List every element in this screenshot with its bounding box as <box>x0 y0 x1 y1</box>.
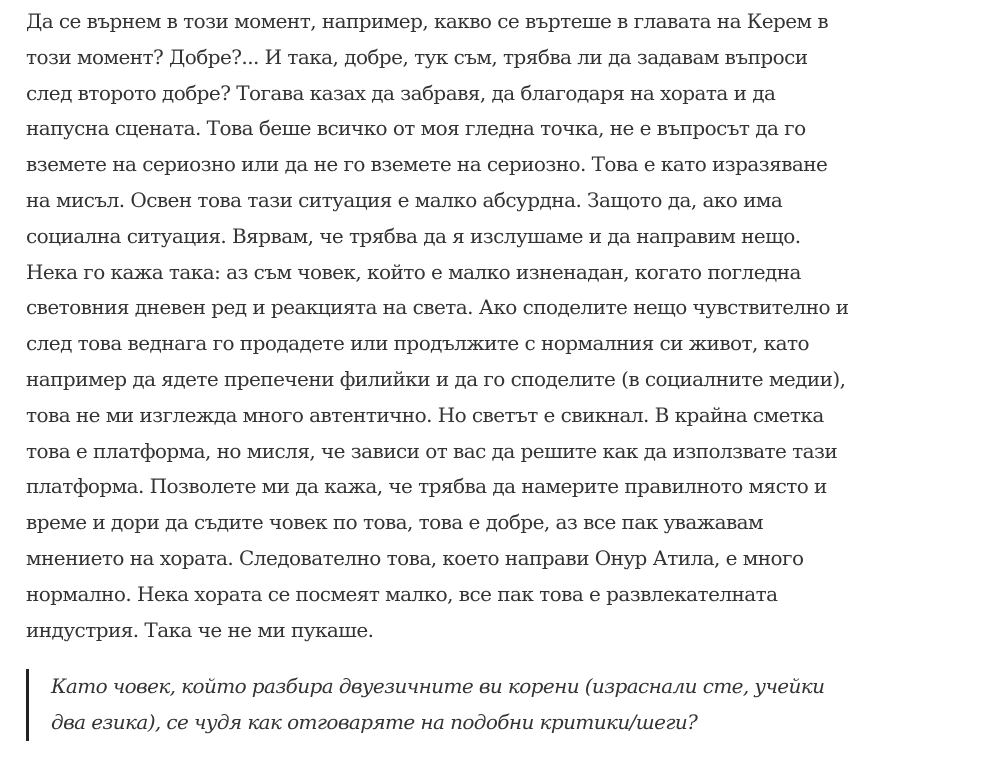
paragraph-line: вземете на сериозно или да не го вземете на сериозно. Това е като изразяване <box>26 152 828 177</box>
paragraph-line: Да се върнем в този момент, например, какво се въртеше в главата на Керем в <box>26 9 829 33</box>
paragraph-line: това не ми изглежда много автентично. Но светът е свикнал. В крайна сметка <box>26 402 824 427</box>
question-line: Като човек, който разбира двуезичните ви корени (израснали сте, учейки <box>51 674 825 698</box>
paragraph-line: мнението на хората. Следователно това, което направи Онур Атила, е много <box>26 545 804 570</box>
paragraph-line: световния дневен ред и реакцията на света. Ако споделите нещо чувствително и <box>26 295 849 320</box>
paragraph-line: на мисъл. Освен това тази ситуация е малко абсурдна. Защото да, ако има <box>26 187 783 212</box>
answer-paragraph <box>26 4 946 648</box>
paragraph-line: Нека го кажа така: аз съм човек, който е малко изненадан, когато погледна <box>26 259 801 284</box>
paragraph-line: след второто добре? Тогава казах да забравя, да благодаря на хората и да <box>26 80 776 105</box>
paragraph-line: този момент? Добре?... И така, добре, тук съм, трябва ли да задавам въпроси <box>26 44 808 69</box>
paragraph-line: след това веднага го продадете или продължите с нормалния си живот, като <box>26 331 809 356</box>
interview-question-blockquote <box>26 669 951 741</box>
paragraph-line: нормално. Нека хората се посмеят малко, все пак това е развлекателната <box>26 581 778 606</box>
paragraph-line: платформа. Позволете ми да кажа, че трябва да намерите правилното място и <box>26 474 827 499</box>
paragraph-line: например да ядете препечени филийки и да го споделите (в социалните медии), <box>26 366 846 391</box>
question-line: два езика), се чудя как отговаряте на подобни критики/шеги? <box>51 709 698 734</box>
question-text <box>51 669 951 741</box>
paragraph-line: време и дори да съдите човек по това, това е добре, аз все пак уважавам <box>26 510 764 535</box>
paragraph-line: напусна сцената. Това беше всичко от моя гледна точка, не е въпросът да го <box>26 116 806 141</box>
paragraph-line: социална ситуация. Вярвам, че трябва да я изслушаме и да направим нещо. <box>26 223 801 248</box>
paragraph-line: това е платформа, но мисля, че зависи от вас да решите как да използвате тази <box>26 438 838 463</box>
article-body <box>26 4 946 648</box>
paragraph-line: индустрия. Така че не ми пукаше. <box>26 617 374 642</box>
